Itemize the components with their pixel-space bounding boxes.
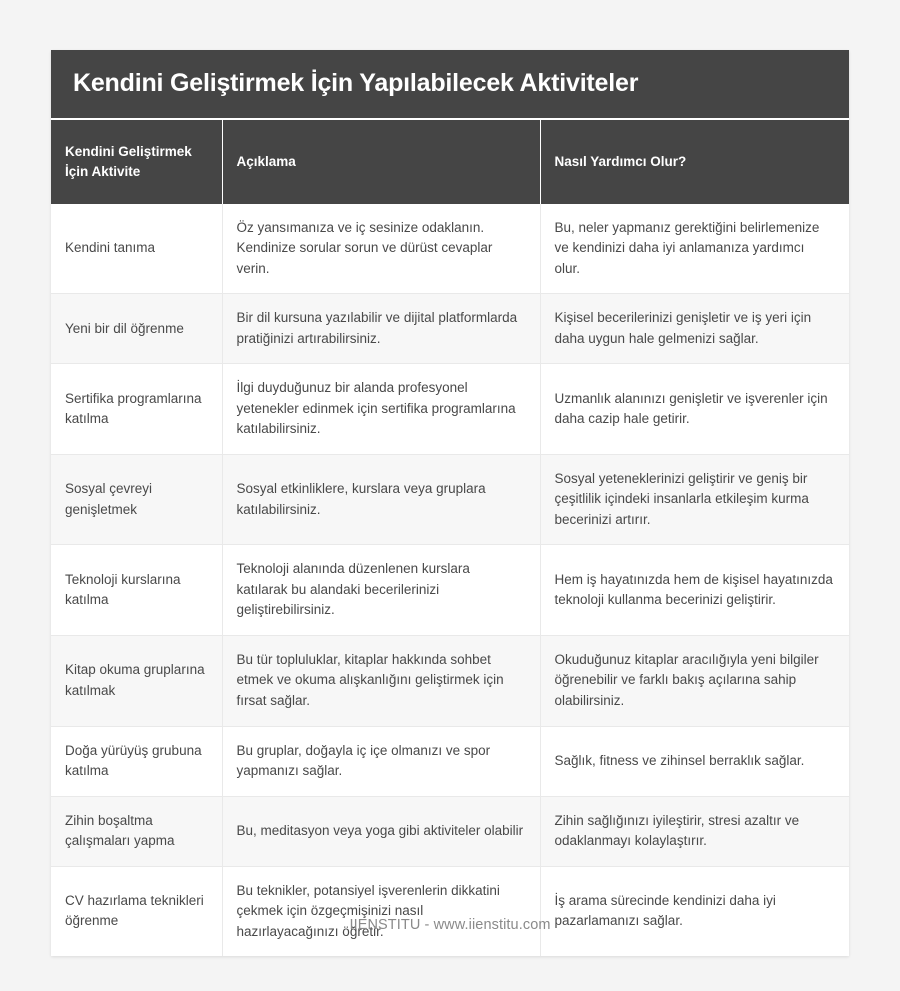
- table-header: [51, 120, 849, 204]
- cell-activity: Zihin boşaltma çalışmaları yapma: [51, 796, 222, 866]
- page-title: Kendini Geliştirmek İçin Yapılabilecek Aktiviteler: [73, 69, 639, 97]
- table-row: [51, 726, 849, 796]
- cell-benefit: Zihin sağlığınızı iyileştirir, stresi azaltır ve odaklanmayı kolaylaştırır.: [540, 796, 849, 866]
- cell-activity: Sertifika programlarına katılma: [51, 364, 222, 455]
- activities-table: [51, 120, 849, 956]
- table-body: [51, 204, 849, 956]
- cell-activity: Kendini tanıma: [51, 204, 222, 294]
- activities-table-card: [51, 50, 849, 956]
- table-row: [51, 796, 849, 866]
- column-header-activity: Kendini Geliştirmek İçin Aktivite: [51, 120, 222, 204]
- table-row: [51, 364, 849, 455]
- table-row: [51, 454, 849, 545]
- cell-activity: Teknoloji kurslarına katılma: [51, 545, 222, 636]
- cell-description: İlgi duyduğunuz bir alanda profesyonel yetenekler edinmek için sertifika programlarına katılabilirsiniz.: [222, 364, 540, 455]
- table-row: [51, 204, 849, 294]
- title-bar: [51, 50, 849, 120]
- cell-benefit: Okuduğunuz kitaplar aracılığıyla yeni bilgiler öğrenebilir ve farklı bakış açılarına sahip olabilirsiniz.: [540, 635, 849, 726]
- cell-description: Bu teknikler, potansiyel işverenlerin dikkatini çekmek için özgeçmişinizi nasıl hazırlayacağınızı öğretir.: [222, 866, 540, 956]
- table-row: [51, 545, 849, 636]
- cell-benefit: Uzmanlık alanınızı genişletir ve işverenler için daha cazip hale getirir.: [540, 364, 849, 455]
- footer-attribution: IIENSTITU - www.iienstitu.com: [349, 917, 551, 933]
- cell-activity: CV hazırlama teknikleri öğrenme: [51, 866, 222, 956]
- cell-description: Bu, meditasyon veya yoga gibi aktiviteler olabilir: [222, 796, 540, 866]
- cell-description: Teknoloji alanında düzenlenen kurslara katılarak bu alandaki becerilerinizi geliştirebilirsiniz.: [222, 545, 540, 636]
- cell-benefit: Hem iş hayatınızda hem de kişisel hayatınızda teknoloji kullanma becerinizi geliştirir.: [540, 545, 849, 636]
- table-header-row: [51, 120, 849, 204]
- column-header-benefit: Nasıl Yardımcı Olur?: [540, 120, 849, 204]
- cell-benefit: Bu, neler yapmanız gerektiğini belirlemenize ve kendinizi daha iyi anlamanıza yardımcı olur.: [540, 204, 849, 294]
- column-header-description: Açıklama: [222, 120, 540, 204]
- cell-benefit: Sosyal yeteneklerinizi geliştirir ve geniş bir çeşitlilik içindeki insanlarla etkileşim kurma becerinizi artırır.: [540, 454, 849, 545]
- cell-activity: Kitap okuma gruplarına katılmak: [51, 635, 222, 726]
- table-row: [51, 294, 849, 364]
- cell-benefit: İş arama sürecinde kendinizi daha iyi pazarlamanızı sağlar.: [554, 892, 776, 929]
- cell-activity: Sosyal çevreyi genişletmek: [51, 454, 222, 545]
- cell-activity: Doğa yürüyüş grubuna katılma: [51, 726, 222, 796]
- cell-description: Öz yansımanıza ve iç sesinize odaklanın. Kendinize sorular sorun ve dürüst cevaplar verin.: [222, 204, 540, 294]
- cell-description: Sosyal etkinliklere, kurslara veya gruplara katılabilirsiniz.: [222, 454, 540, 545]
- cell-activity: Yeni bir dil öğrenme: [51, 294, 222, 364]
- cell-description: Bu gruplar, doğayla iç içe olmanızı ve spor yapmanızı sağlar.: [222, 726, 540, 796]
- table-row: [51, 866, 849, 956]
- table-row: [51, 635, 849, 726]
- cell-benefit: Sağlık, fitness ve zihinsel berraklık sağlar.: [540, 726, 849, 796]
- cell-description: Bu tür topluluklar, kitaplar hakkında sohbet etmek ve okuma alışkanlığını geliştirmek için fırsat sağlar.: [222, 635, 540, 726]
- cell-benefit: Kişisel becerilerinizi genişletir ve iş yeri için daha uygun hale gelmenizi sağlar.: [540, 294, 849, 364]
- cell-description: Bir dil kursuna yazılabilir ve dijital platformlarda pratiğinizi artırabilirsiniz.: [222, 294, 540, 364]
